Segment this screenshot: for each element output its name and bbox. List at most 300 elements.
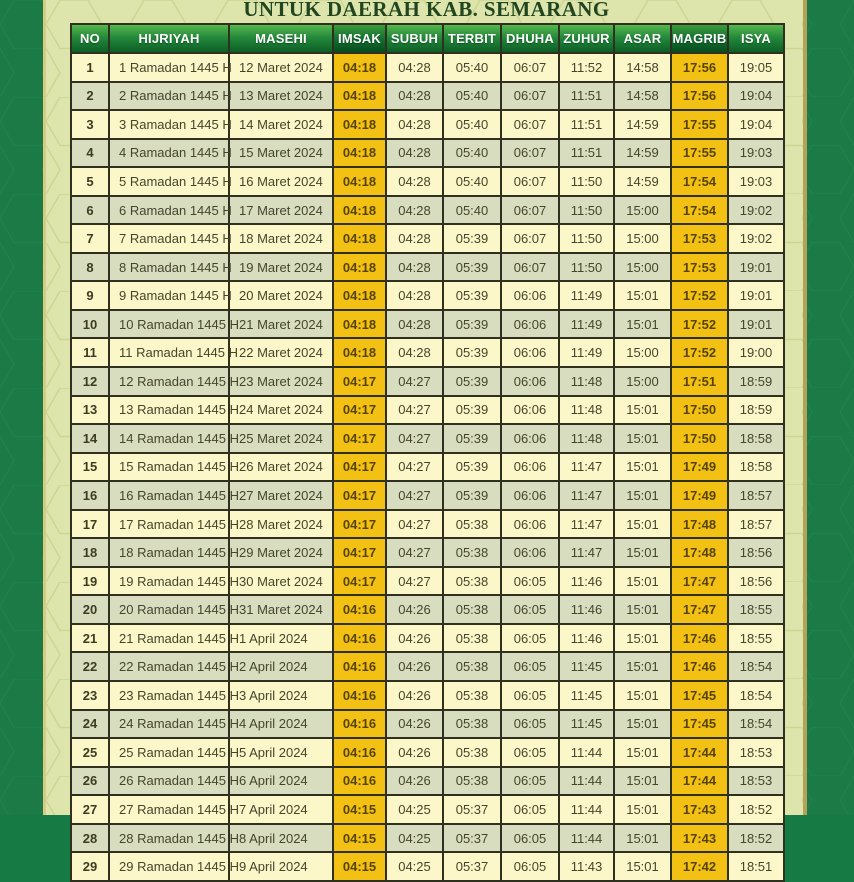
cell-isya: 18:54 — [728, 710, 784, 739]
imsakiyah-table — [70, 23, 785, 882]
cell-imsak: 04:17 — [333, 510, 386, 539]
cell-no: 22 — [71, 652, 109, 681]
cell-isya: 18:54 — [728, 681, 784, 710]
cell-magrib: 17:47 — [671, 567, 728, 596]
cell-no: 16 — [71, 481, 109, 510]
cell-isya: 19:01 — [728, 310, 784, 339]
cell-imsak: 04:15 — [333, 852, 386, 881]
cell-magrib: 17:52 — [671, 338, 728, 367]
cell-dhuha: 06:07 — [501, 167, 559, 196]
cell-hijriyah: 27 Ramadan 1445 H — [109, 795, 229, 824]
cell-terbit: 05:39 — [443, 481, 501, 510]
cell-no: 11 — [71, 338, 109, 367]
cell-masehi: 8 April 2024 — [229, 824, 333, 853]
cell-subuh: 04:26 — [386, 681, 443, 710]
cell-hijriyah: 26 Ramadan 1445 H — [109, 767, 229, 796]
cell-dhuha: 06:05 — [501, 567, 559, 596]
cell-no: 9 — [71, 281, 109, 310]
cell-masehi: 27 Maret 2024 — [229, 481, 333, 510]
column-header-magrib: MAGRIB — [671, 24, 728, 53]
cell-magrib: 17:43 — [671, 795, 728, 824]
cell-subuh: 04:28 — [386, 224, 443, 253]
cell-no: 2 — [71, 82, 109, 111]
column-header-subuh: SUBUH — [386, 24, 443, 53]
cell-masehi: 18 Maret 2024 — [229, 224, 333, 253]
cell-terbit: 05:40 — [443, 110, 501, 139]
cell-no: 24 — [71, 710, 109, 739]
table-row — [71, 110, 784, 139]
cell-magrib: 17:56 — [671, 53, 728, 82]
cell-magrib: 17:54 — [671, 167, 728, 196]
schedule-panel — [43, 0, 807, 875]
cell-hijriyah: 8 Ramadan 1445 H — [109, 253, 229, 282]
cell-magrib: 17:45 — [671, 710, 728, 739]
cell-zuhur: 11:51 — [559, 139, 614, 168]
cell-dhuha: 06:07 — [501, 224, 559, 253]
cell-no: 7 — [71, 224, 109, 253]
table-row — [71, 453, 784, 482]
cell-no: 20 — [71, 595, 109, 624]
cell-imsak: 04:18 — [333, 224, 386, 253]
cell-subuh: 04:28 — [386, 310, 443, 339]
cell-asar: 15:01 — [614, 710, 671, 739]
column-header-isya: ISYA — [728, 24, 784, 53]
cell-dhuha: 06:05 — [501, 681, 559, 710]
cell-dhuha: 06:06 — [501, 424, 559, 453]
cell-dhuha: 06:05 — [501, 624, 559, 653]
cell-terbit: 05:38 — [443, 510, 501, 539]
cell-magrib: 17:43 — [671, 824, 728, 853]
table-row — [71, 767, 784, 796]
cell-zuhur: 11:51 — [559, 82, 614, 111]
cell-isya: 19:01 — [728, 281, 784, 310]
cell-imsak: 04:16 — [333, 652, 386, 681]
cell-masehi: 31 Maret 2024 — [229, 595, 333, 624]
cell-no: 4 — [71, 139, 109, 168]
cell-masehi: 12 Maret 2024 — [229, 53, 333, 82]
table-row — [71, 595, 784, 624]
cell-masehi: 5 April 2024 — [229, 738, 333, 767]
cell-masehi: 17 Maret 2024 — [229, 196, 333, 225]
cell-masehi: 26 Maret 2024 — [229, 453, 333, 482]
cell-dhuha: 06:07 — [501, 110, 559, 139]
cell-masehi: 30 Maret 2024 — [229, 567, 333, 596]
table-row — [71, 367, 784, 396]
cell-terbit: 05:39 — [443, 224, 501, 253]
cell-magrib: 17:56 — [671, 82, 728, 111]
cell-magrib: 17:46 — [671, 652, 728, 681]
cell-dhuha: 06:05 — [501, 795, 559, 824]
cell-dhuha: 06:07 — [501, 82, 559, 111]
cell-masehi: 13 Maret 2024 — [229, 82, 333, 111]
cell-subuh: 04:26 — [386, 652, 443, 681]
cell-hijriyah: 14 Ramadan 1445 H — [109, 424, 229, 453]
cell-magrib: 17:55 — [671, 110, 728, 139]
cell-asar: 15:01 — [614, 538, 671, 567]
cell-no: 18 — [71, 538, 109, 567]
cell-isya: 19:04 — [728, 82, 784, 111]
cell-terbit: 05:38 — [443, 538, 501, 567]
cell-isya: 19:03 — [728, 167, 784, 196]
cell-magrib: 17:44 — [671, 767, 728, 796]
cell-magrib: 17:48 — [671, 510, 728, 539]
table-row — [71, 852, 784, 881]
cell-imsak: 04:17 — [333, 367, 386, 396]
cell-dhuha: 06:07 — [501, 139, 559, 168]
cell-asar: 14:59 — [614, 139, 671, 168]
cell-dhuha: 06:06 — [501, 538, 559, 567]
cell-magrib: 17:52 — [671, 310, 728, 339]
cell-asar: 15:01 — [614, 396, 671, 425]
cell-isya: 18:59 — [728, 396, 784, 425]
cell-asar: 15:01 — [614, 310, 671, 339]
cell-dhuha: 06:07 — [501, 196, 559, 225]
cell-no: 17 — [71, 510, 109, 539]
cell-subuh: 04:27 — [386, 510, 443, 539]
cell-terbit: 05:40 — [443, 82, 501, 111]
cell-magrib: 17:53 — [671, 224, 728, 253]
table-row — [71, 396, 784, 425]
cell-magrib: 17:48 — [671, 538, 728, 567]
cell-terbit: 05:38 — [443, 567, 501, 596]
cell-zuhur: 11:47 — [559, 481, 614, 510]
cell-isya: 18:58 — [728, 424, 784, 453]
cell-terbit: 05:39 — [443, 396, 501, 425]
cell-masehi: 3 April 2024 — [229, 681, 333, 710]
cell-hijriyah: 6 Ramadan 1445 H — [109, 196, 229, 225]
cell-dhuha: 06:05 — [501, 595, 559, 624]
cell-masehi: 21 Maret 2024 — [229, 310, 333, 339]
cell-magrib: 17:46 — [671, 624, 728, 653]
cell-imsak: 04:17 — [333, 538, 386, 567]
cell-no: 23 — [71, 681, 109, 710]
cell-masehi: 23 Maret 2024 — [229, 367, 333, 396]
cell-isya: 18:57 — [728, 481, 784, 510]
cell-no: 12 — [71, 367, 109, 396]
cell-magrib: 17:55 — [671, 139, 728, 168]
cell-hijriyah: 28 Ramadan 1445 H — [109, 824, 229, 853]
cell-imsak: 04:17 — [333, 396, 386, 425]
table-row — [71, 139, 784, 168]
cell-terbit: 05:39 — [443, 424, 501, 453]
cell-dhuha: 06:06 — [501, 481, 559, 510]
cell-hijriyah: 13 Ramadan 1445 H — [109, 396, 229, 425]
cell-zuhur: 11:46 — [559, 624, 614, 653]
cell-subuh: 04:28 — [386, 167, 443, 196]
column-header-asar: ASAR — [614, 24, 671, 53]
cell-asar: 15:01 — [614, 824, 671, 853]
cell-isya: 19:03 — [728, 139, 784, 168]
table-row — [71, 795, 784, 824]
cell-isya: 19:00 — [728, 338, 784, 367]
column-header-dhuha: DHUHA — [501, 24, 559, 53]
cell-imsak: 04:18 — [333, 253, 386, 282]
cell-imsak: 04:16 — [333, 738, 386, 767]
cell-subuh: 04:28 — [386, 253, 443, 282]
cell-asar: 15:00 — [614, 367, 671, 396]
cell-imsak: 04:16 — [333, 595, 386, 624]
cell-subuh: 04:25 — [386, 795, 443, 824]
cell-dhuha: 06:05 — [501, 824, 559, 853]
cell-masehi: 15 Maret 2024 — [229, 139, 333, 168]
table-row — [71, 253, 784, 282]
cell-zuhur: 11:50 — [559, 253, 614, 282]
cell-no: 28 — [71, 824, 109, 853]
cell-zuhur: 11:44 — [559, 767, 614, 796]
cell-zuhur: 11:51 — [559, 110, 614, 139]
cell-masehi: 2 April 2024 — [229, 652, 333, 681]
cell-subuh: 04:27 — [386, 453, 443, 482]
cell-subuh: 04:27 — [386, 367, 443, 396]
cell-terbit: 05:39 — [443, 338, 501, 367]
cell-zuhur: 11:49 — [559, 338, 614, 367]
cell-imsak: 04:15 — [333, 824, 386, 853]
cell-dhuha: 06:07 — [501, 53, 559, 82]
cell-asar: 15:00 — [614, 224, 671, 253]
cell-isya: 18:56 — [728, 567, 784, 596]
cell-zuhur: 11:50 — [559, 196, 614, 225]
cell-imsak: 04:17 — [333, 481, 386, 510]
cell-hijriyah: 12 Ramadan 1445 H — [109, 367, 229, 396]
cell-imsak: 04:18 — [333, 167, 386, 196]
table-row — [71, 538, 784, 567]
cell-zuhur: 11:47 — [559, 538, 614, 567]
cell-magrib: 17:47 — [671, 595, 728, 624]
cell-hijriyah: 2 Ramadan 1445 H — [109, 82, 229, 111]
cell-isya: 19:04 — [728, 110, 784, 139]
cell-asar: 15:01 — [614, 424, 671, 453]
cell-imsak: 04:17 — [333, 453, 386, 482]
cell-dhuha: 06:05 — [501, 767, 559, 796]
cell-hijriyah: 4 Ramadan 1445 H — [109, 139, 229, 168]
cell-zuhur: 11:49 — [559, 310, 614, 339]
cell-masehi: 6 April 2024 — [229, 767, 333, 796]
cell-isya: 18:59 — [728, 367, 784, 396]
column-header-masehi: MASEHI — [229, 24, 333, 53]
cell-imsak: 04:18 — [333, 82, 386, 111]
cell-subuh: 04:28 — [386, 338, 443, 367]
cell-magrib: 17:49 — [671, 453, 728, 482]
cell-terbit: 05:40 — [443, 196, 501, 225]
cell-subuh: 04:26 — [386, 767, 443, 796]
table-row — [71, 338, 784, 367]
cell-zuhur: 11:47 — [559, 510, 614, 539]
cell-asar: 15:00 — [614, 196, 671, 225]
cell-subuh: 04:28 — [386, 53, 443, 82]
cell-no: 19 — [71, 567, 109, 596]
cell-asar: 15:01 — [614, 567, 671, 596]
cell-isya: 18:53 — [728, 738, 784, 767]
cell-asar: 14:59 — [614, 167, 671, 196]
cell-isya: 19:01 — [728, 253, 784, 282]
table-row — [71, 710, 784, 739]
cell-terbit: 05:38 — [443, 681, 501, 710]
cell-imsak: 04:17 — [333, 424, 386, 453]
cell-hijriyah: 10 Ramadan 1445 H — [109, 310, 229, 339]
cell-asar: 14:58 — [614, 82, 671, 111]
cell-subuh: 04:28 — [386, 82, 443, 111]
cell-asar: 15:01 — [614, 510, 671, 539]
cell-asar: 14:59 — [614, 110, 671, 139]
cell-magrib: 17:50 — [671, 424, 728, 453]
cell-hijriyah: 11 Ramadan 1445 H — [109, 338, 229, 367]
cell-isya: 18:54 — [728, 652, 784, 681]
table-row — [71, 681, 784, 710]
cell-terbit: 05:37 — [443, 795, 501, 824]
cell-asar: 15:00 — [614, 253, 671, 282]
cell-hijriyah: 7 Ramadan 1445 H — [109, 224, 229, 253]
cell-subuh: 04:26 — [386, 624, 443, 653]
cell-terbit: 05:40 — [443, 139, 501, 168]
cell-no: 21 — [71, 624, 109, 653]
table-row — [71, 310, 784, 339]
cell-dhuha: 06:05 — [501, 738, 559, 767]
cell-asar: 15:01 — [614, 453, 671, 482]
table-row — [71, 738, 784, 767]
column-header-zuhur: ZUHUR — [559, 24, 614, 53]
cell-isya: 18:52 — [728, 795, 784, 824]
cell-magrib: 17:49 — [671, 481, 728, 510]
cell-dhuha: 06:06 — [501, 367, 559, 396]
cell-isya: 18:58 — [728, 453, 784, 482]
cell-imsak: 04:18 — [333, 338, 386, 367]
cell-hijriyah: 21 Ramadan 1445 H — [109, 624, 229, 653]
cell-terbit: 05:38 — [443, 624, 501, 653]
cell-subuh: 04:26 — [386, 710, 443, 739]
cell-isya: 19:02 — [728, 196, 784, 225]
column-header-no: NO — [71, 24, 109, 53]
cell-dhuha: 06:05 — [501, 852, 559, 881]
cell-hijriyah: 25 Ramadan 1445 H — [109, 738, 229, 767]
cell-imsak: 04:16 — [333, 767, 386, 796]
cell-no: 8 — [71, 253, 109, 282]
cell-masehi: 28 Maret 2024 — [229, 510, 333, 539]
cell-asar: 15:01 — [614, 767, 671, 796]
table-header-row — [71, 24, 784, 53]
cell-imsak: 04:15 — [333, 795, 386, 824]
cell-terbit: 05:37 — [443, 824, 501, 853]
cell-isya: 18:52 — [728, 824, 784, 853]
cell-hijriyah: 23 Ramadan 1445 H — [109, 681, 229, 710]
cell-masehi: 7 April 2024 — [229, 795, 333, 824]
cell-isya: 18:56 — [728, 538, 784, 567]
table-row — [71, 424, 784, 453]
cell-magrib: 17:42 — [671, 852, 728, 881]
cell-zuhur: 11:45 — [559, 710, 614, 739]
cell-masehi: 16 Maret 2024 — [229, 167, 333, 196]
cell-hijriyah: 5 Ramadan 1445 H — [109, 167, 229, 196]
cell-no: 10 — [71, 310, 109, 339]
cell-hijriyah: 29 Ramadan 1445 H — [109, 852, 229, 881]
cell-zuhur: 11:47 — [559, 453, 614, 482]
cell-isya: 18:55 — [728, 595, 784, 624]
cell-no: 14 — [71, 424, 109, 453]
cell-hijriyah: 22 Ramadan 1445 H — [109, 652, 229, 681]
cell-hijriyah: 15 Ramadan 1445 H — [109, 453, 229, 482]
table-row — [71, 224, 784, 253]
cell-asar: 15:01 — [614, 624, 671, 653]
cell-imsak: 04:18 — [333, 139, 386, 168]
cell-dhuha: 06:06 — [501, 510, 559, 539]
cell-hijriyah: 1 Ramadan 1445 H — [109, 53, 229, 82]
cell-imsak: 04:18 — [333, 53, 386, 82]
cell-masehi: 14 Maret 2024 — [229, 110, 333, 139]
cell-no: 5 — [71, 167, 109, 196]
cell-subuh: 04:27 — [386, 396, 443, 425]
cell-terbit: 05:39 — [443, 281, 501, 310]
column-header-terbit: TERBIT — [443, 24, 501, 53]
table-row — [71, 567, 784, 596]
cell-terbit: 05:40 — [443, 53, 501, 82]
cell-terbit: 05:38 — [443, 738, 501, 767]
cell-no: 27 — [71, 795, 109, 824]
cell-no: 1 — [71, 53, 109, 82]
cell-zuhur: 11:45 — [559, 652, 614, 681]
cell-terbit: 05:38 — [443, 767, 501, 796]
cell-hijriyah: 17 Ramadan 1445 H — [109, 510, 229, 539]
cell-asar: 15:01 — [614, 652, 671, 681]
table-row — [71, 652, 784, 681]
column-header-imsak: IMSAK — [333, 24, 386, 53]
cell-imsak: 04:18 — [333, 281, 386, 310]
cell-dhuha: 06:07 — [501, 253, 559, 282]
cell-subuh: 04:25 — [386, 852, 443, 881]
cell-imsak: 04:18 — [333, 110, 386, 139]
cell-hijriyah: 20 Ramadan 1445 H — [109, 595, 229, 624]
cell-magrib: 17:51 — [671, 367, 728, 396]
cell-zuhur: 11:49 — [559, 281, 614, 310]
cell-isya: 18:53 — [728, 767, 784, 796]
cell-terbit: 05:40 — [443, 167, 501, 196]
cell-magrib: 17:50 — [671, 396, 728, 425]
cell-imsak: 04:17 — [333, 567, 386, 596]
cell-subuh: 04:27 — [386, 567, 443, 596]
cell-zuhur: 11:46 — [559, 567, 614, 596]
cell-subuh: 04:28 — [386, 281, 443, 310]
cell-no: 29 — [71, 852, 109, 881]
cell-masehi: 29 Maret 2024 — [229, 538, 333, 567]
cell-imsak: 04:16 — [333, 710, 386, 739]
cell-masehi: 24 Maret 2024 — [229, 396, 333, 425]
cell-zuhur: 11:50 — [559, 224, 614, 253]
table-row — [71, 510, 784, 539]
table-row — [71, 82, 784, 111]
cell-magrib: 17:54 — [671, 196, 728, 225]
cell-no: 3 — [71, 110, 109, 139]
cell-zuhur: 11:48 — [559, 396, 614, 425]
cell-zuhur: 11:48 — [559, 367, 614, 396]
cell-hijriyah: 3 Ramadan 1445 H — [109, 110, 229, 139]
cell-no: 15 — [71, 453, 109, 482]
cell-zuhur: 11:50 — [559, 167, 614, 196]
cell-asar: 15:01 — [614, 481, 671, 510]
cell-zuhur: 11:48 — [559, 424, 614, 453]
cell-zuhur: 11:45 — [559, 681, 614, 710]
cell-asar: 15:01 — [614, 281, 671, 310]
cell-imsak: 04:18 — [333, 310, 386, 339]
cell-no: 6 — [71, 196, 109, 225]
cell-terbit: 05:38 — [443, 595, 501, 624]
cell-subuh: 04:28 — [386, 110, 443, 139]
cell-magrib: 17:52 — [671, 281, 728, 310]
cell-asar: 15:01 — [614, 738, 671, 767]
cell-subuh: 04:28 — [386, 139, 443, 168]
cell-masehi: 1 April 2024 — [229, 624, 333, 653]
cell-zuhur: 11:44 — [559, 795, 614, 824]
cell-masehi: 22 Maret 2024 — [229, 338, 333, 367]
cell-isya: 18:51 — [728, 852, 784, 881]
cell-subuh: 04:26 — [386, 595, 443, 624]
